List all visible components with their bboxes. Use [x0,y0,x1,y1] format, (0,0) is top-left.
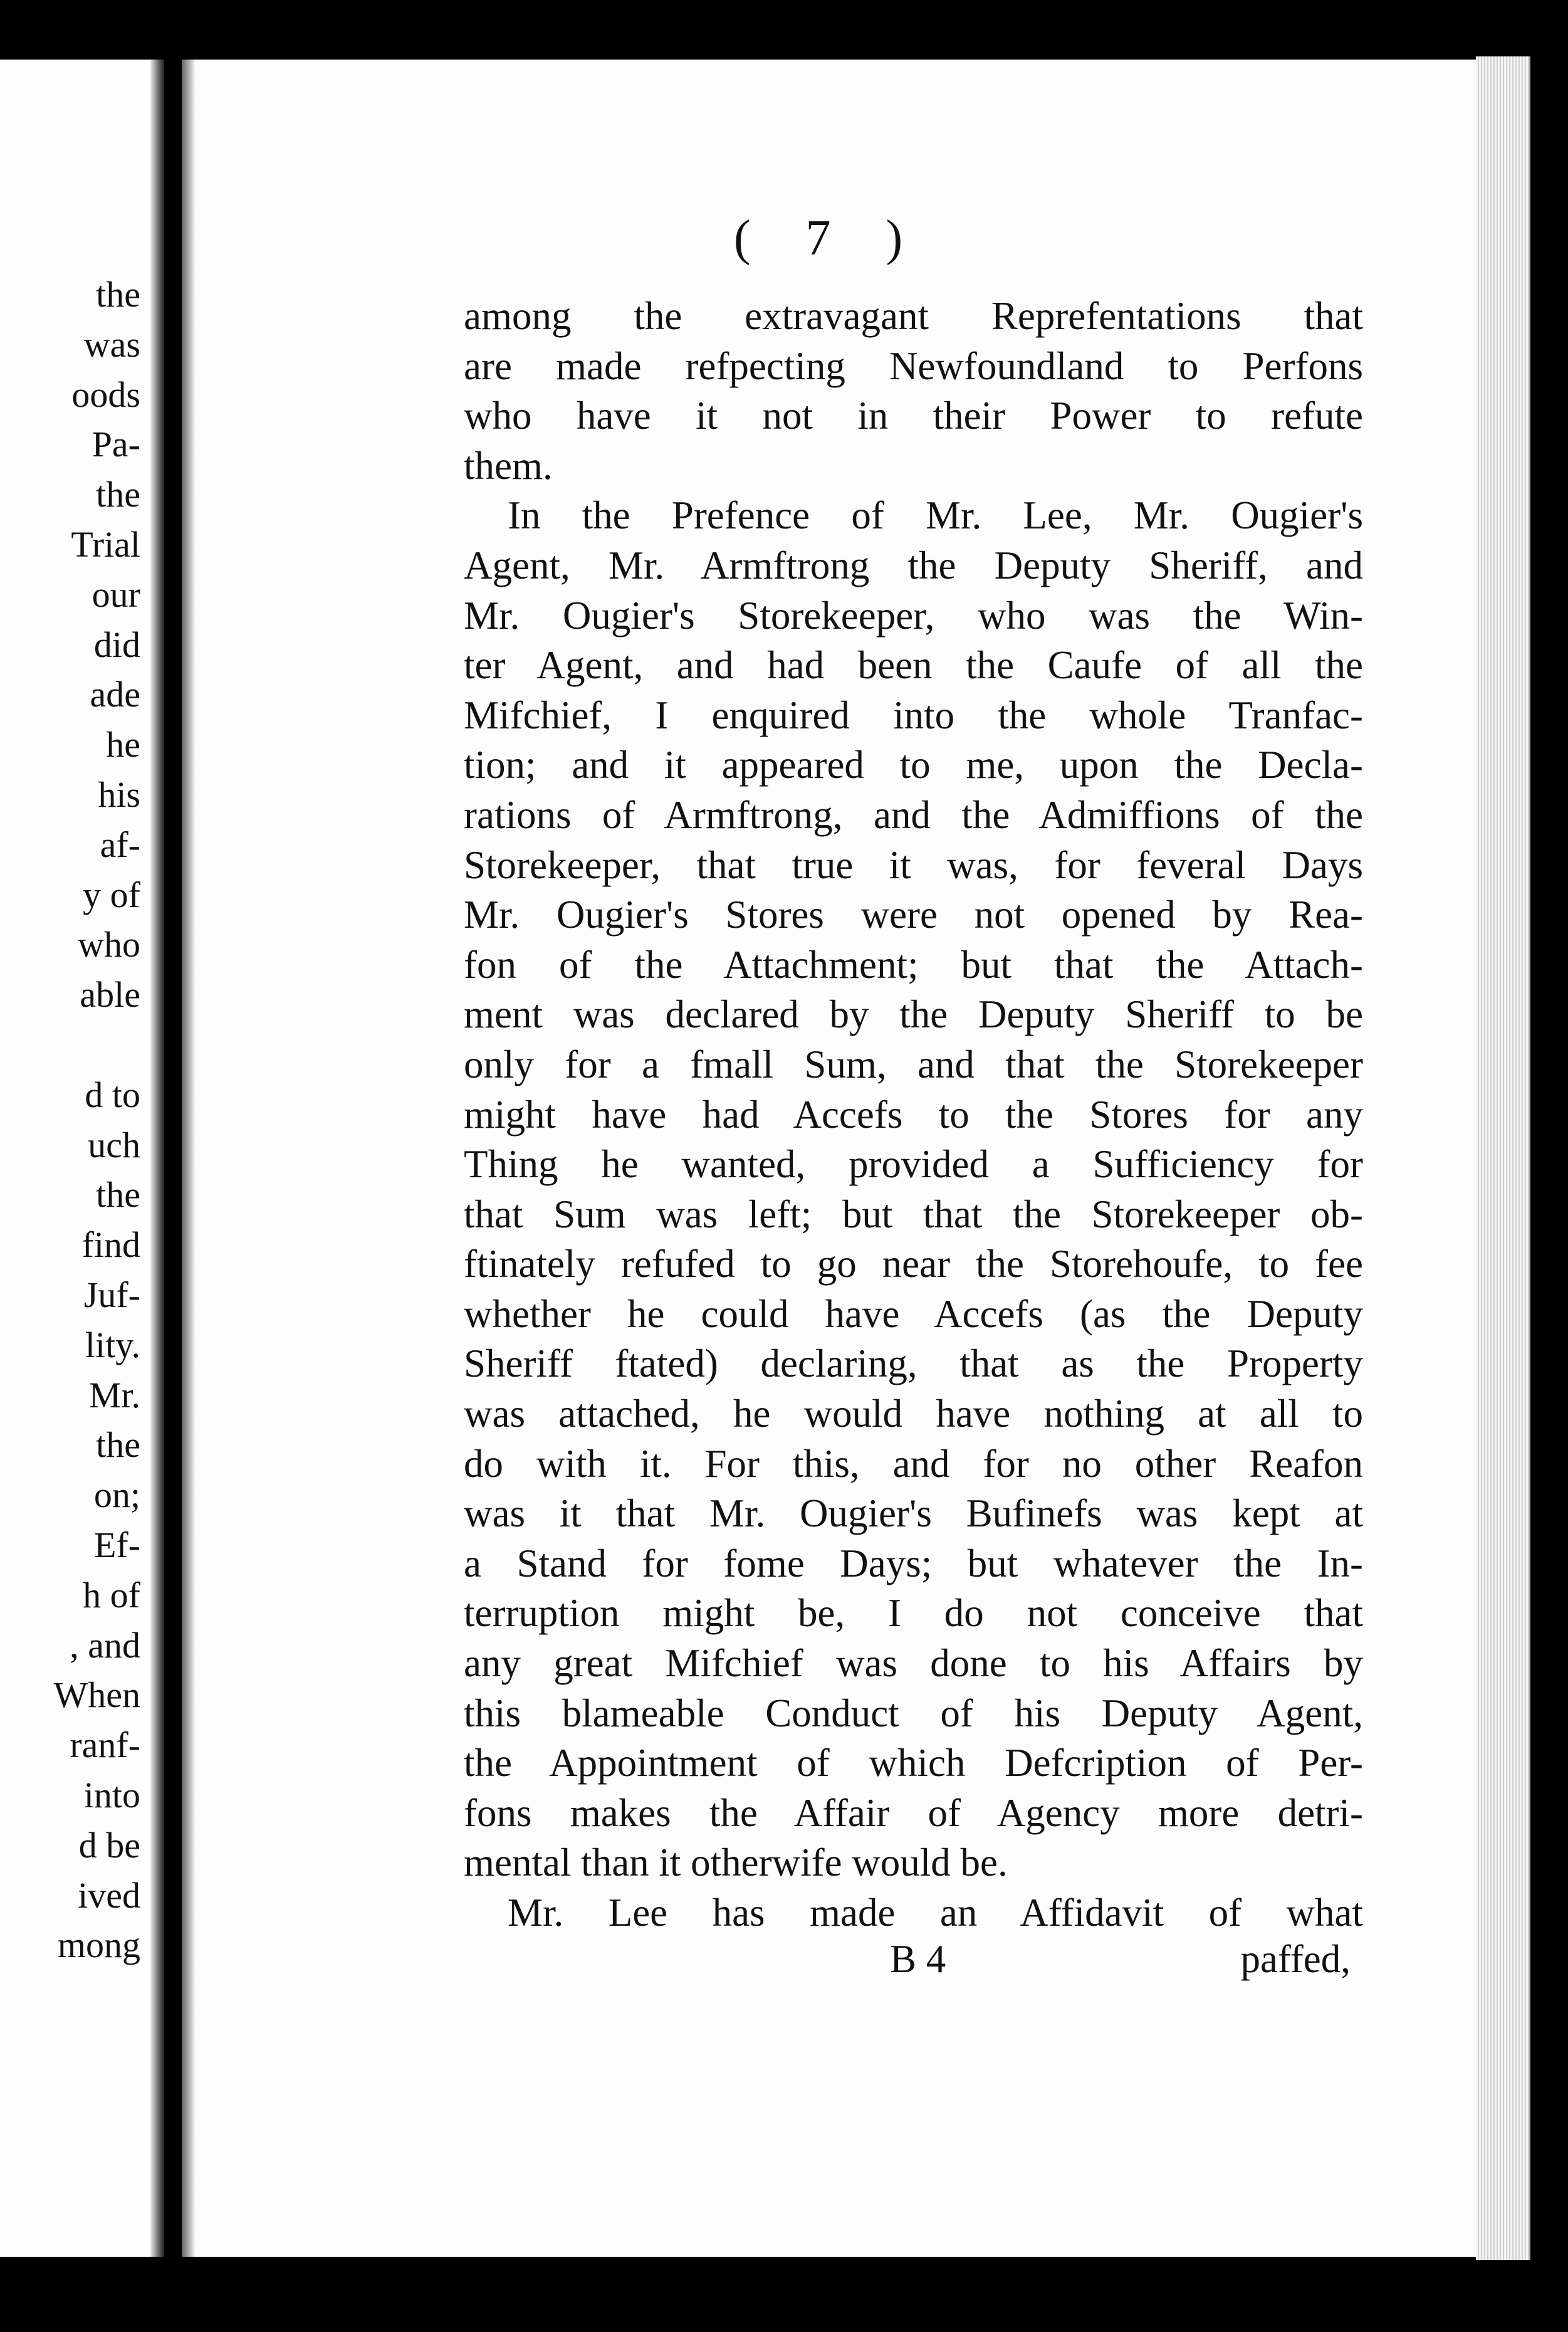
signature-mark: B 4 [890,1937,946,1981]
catchword: paffed, [1240,1937,1351,1981]
text-line: In the Prefence of Mr. Lee, Mr. Ougier's [508,493,1363,538]
fragment-line: Ef- [93,1524,140,1565]
text-line: do with it. For this, and for no other Reafon [464,1441,1363,1486]
text-line: Agent, Mr. Armftrong the Deputy Sheriff, and [464,543,1363,587]
fragment-line: his [98,774,140,815]
text-line: fon of the Attachment; but that the Attach- [464,942,1363,987]
body-text [464,292,1363,1938]
left-page-text-fragments [54,270,141,1970]
fragment-line [54,1020,141,1070]
text-line: terruption might be, I do not conceive that [464,1591,1363,1636]
fragment-line: Mr. [88,1374,140,1415]
fragment-line: , and [70,1624,140,1666]
text-line: a Stand for fome Days; but whatever the In- [464,1541,1363,1585]
text-line: that Sum was left; but that the Storekeeper ob- [464,1192,1363,1236]
fragment-line: oods [71,374,140,415]
fragment-line: d be [78,1824,140,1866]
page-footer [464,1934,1351,1984]
text-line: tion; and it appeared to me, upon the Decla- [464,743,1363,787]
fragment-line: Juf- [83,1274,140,1315]
fragment-line: he [106,724,140,765]
fragment-line: uch [88,1124,140,1165]
fragment-line: who [78,924,140,965]
text-line: them. [464,443,553,488]
fragment-line: our [91,574,140,615]
fragment-line: did [93,624,140,665]
fragment-line: Trial [71,523,140,565]
fragment-line: mong [57,1925,140,1966]
text-line: whether he could have Accefs (as the Deputy [464,1291,1363,1336]
fragment-line: able [80,974,140,1016]
text-line: any great Mifchief was done to his Affairs by [464,1641,1363,1686]
text-line: was attached, he would have nothing at all to [464,1392,1363,1436]
text-line: mental than it otherwife would be. [464,1841,1008,1885]
text-line: who have it not in their Power to refute [464,394,1363,438]
text-line: was it that Mr. Ougier's Bufinefs was kept at [464,1491,1363,1536]
text-line: ftinately refufed to go near the Storehoufe, to fee [464,1242,1363,1286]
fragment-line: ade [90,674,140,715]
fragment-line: h of [83,1574,140,1615]
text-line: fons makes the Affair of Agency more detri- [464,1790,1363,1835]
text-line: Thing he wanted, provided a Sufficiency for [464,1142,1363,1187]
fragment-line: When [53,1674,140,1716]
fragment-line: into [83,1774,140,1815]
fragment-line: Pa- [91,424,140,465]
fragment-line: ranf- [70,1725,140,1766]
text-line: Mifchief, I enquired into the whole Tranfac- [464,693,1363,737]
main-page [182,60,1476,2257]
text-line: are made refpecting Newfoundland to Perfons [464,344,1363,388]
text-line: rations of Armftrong, and the Admiffions of the [464,792,1363,837]
text-line: ment was declared by the Deputy Sheriff to be [464,992,1363,1037]
book-spine-shadow [150,60,164,2257]
fragment-line: lity. [85,1324,140,1365]
text-line: Storekeeper, that true it was, for feveral Days [464,843,1363,887]
fragment-line: the [96,1174,140,1216]
fragment-line: was [83,323,140,365]
text-line: only for a fmall Sum, and that the Storekeeper [464,1042,1363,1086]
fragment-line: ived [78,1874,140,1916]
text-line: this blameable Conduct of his Deputy Agent, [464,1691,1363,1735]
fragment-line: the [96,474,140,515]
text-line: ter Agent, and had been the Caufe of all the [464,643,1363,688]
text-line: might have had Accefs to the Stores for any [464,1092,1363,1137]
text-line: Mr. Ougier's Storekeeper, who was the Win- [464,593,1363,638]
page-gutter-shadow [182,60,196,2257]
fragment-line: d to [85,1074,140,1115]
text-line: Sheriff ftated) declaring, that as the Property [464,1342,1363,1386]
text-line: the Appointment of which Defcription of Per- [464,1741,1363,1785]
fragment-line: the [96,1424,140,1466]
fragment-line: af- [100,824,140,865]
text-line: among the extravagant Reprefentations that [464,294,1363,338]
left-page [0,60,164,2257]
fragment-line: on; [93,1474,140,1516]
fragment-line: y of [83,874,140,915]
page-edges-stack [1476,56,1530,2260]
text-line: Mr. Lee has made an Affidavit of what [508,1891,1363,1935]
fragment-line: the [96,274,140,315]
fragment-line: find [81,1224,140,1266]
text-line: Mr. Ougier's Stores were not opened by Rea- [464,893,1363,937]
page-number: ( 7 ) [733,211,924,266]
